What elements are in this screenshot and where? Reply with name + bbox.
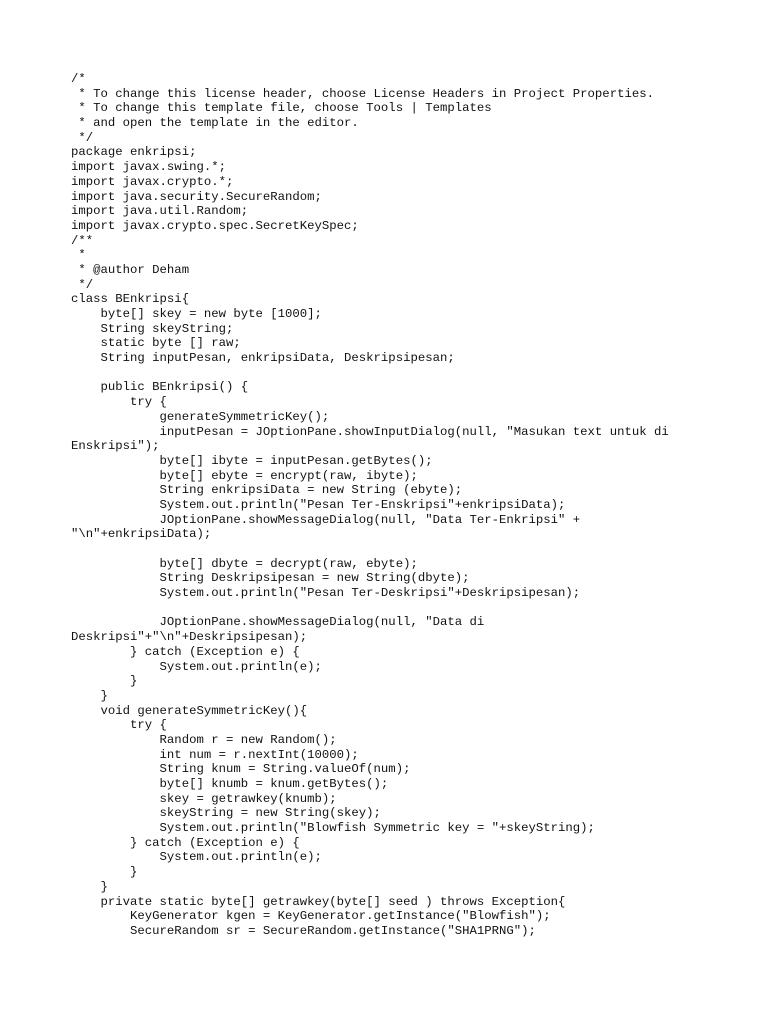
code-line: void generateSymmetricKey(){ [71,703,308,718]
code-line: String Deskripsipesan = new String(dbyte); [71,571,470,586]
code-line: byte[] knumb = knum.getBytes(); [71,777,389,791]
code-line: byte[] ebyte = encrypt(raw, ibyte); [71,468,418,483]
code-line: } catch (Exception e) { [71,835,300,850]
code-line: inputPesan = JOptionPane.showInputDialog(null, "Masukan text untuk di [71,424,669,439]
code-line: * @author Deham [71,262,190,277]
code-line: * and open the template in the editor. [71,116,359,131]
code-line: byte[] dbyte = decrypt(raw, ebyte); [71,556,418,571]
code-line: try { [71,718,167,733]
code-line: KeyGenerator kgen = KeyGenerator.getInstance("Blowfish"); [71,909,551,924]
code-line: package enkripsi; [71,145,197,160]
code-line: import javax.crypto.*; [71,174,234,189]
code-line: class BEnkripsi{ [71,292,190,307]
code-line: byte[] ibyte = inputPesan.getBytes(); [71,453,433,468]
code-line: * To change this license header, choose License Headers in Project Properties. [71,86,654,101]
code-line: byte[] skey = new byte [1000]; [71,307,322,321]
code-line: try { [71,395,167,410]
code-line: } [71,865,138,880]
code-line: import javax.crypto.spec.SecretKeySpec; [71,218,359,233]
code-line [71,366,711,381]
code-line: public BEnkripsi() { [71,380,249,395]
code-line [71,542,711,557]
code-line: } [71,674,138,689]
code-line: String enkripsiData = new String (ebyte); [71,483,463,498]
code-line: String skeyString; [71,321,234,336]
code-line: System.out.println("Pesan Ter-Deskripsi"+Deskripsipesan); [71,586,581,601]
code-line: skey = getrawkey(knumb); [71,791,337,806]
code-line: "\n"+enkripsiData); [71,527,212,542]
code-line: import java.util.Random; [71,204,249,219]
code-line: * To change this template file, choose Tools | Templates [71,101,492,116]
code-line: String inputPesan, enkripsiData, Deskripsipesan; [71,351,455,366]
code-line: SecureRandom sr = SecureRandom.getInstance("SHA1PRNG"); [71,923,536,938]
code-line: static byte [] raw; [71,336,241,351]
code-line: * [71,248,86,263]
code-line: */ [71,130,94,145]
code-line: import javax.swing.*; [71,160,226,175]
code-line: Deskripsi"+"\n"+Deskripsipesan); [71,630,308,645]
code-listing [71,72,711,939]
code-line: Enskripsi"); [71,439,160,454]
code-line: */ [71,277,94,292]
code-line: String knum = String.valueOf(num); [71,762,411,777]
code-line: } catch (Exception e) { [71,644,300,659]
code-line: skeyString = new String(skey); [71,806,381,821]
code-line: /* [71,72,86,86]
code-line: Random r = new Random(); [71,732,337,747]
code-line: } [71,688,108,703]
code-line: System.out.println(e); [71,659,322,674]
code-line: } [71,879,108,894]
code-line: System.out.println(e); [71,850,322,865]
code-line: JOptionPane.showMessageDialog(null, "Data di [71,615,485,630]
code-line: JOptionPane.showMessageDialog(null, "Data Ter-Enkripsi" + [71,512,581,527]
code-line: generateSymmetricKey(); [71,409,330,424]
code-line: /** [71,233,94,248]
code-line: int num = r.nextInt(10000); [71,747,359,762]
code-line: import java.security.SecureRandom; [71,189,322,204]
code-line: System.out.println("Pesan Ter-Enskripsi"+enkripsiData); [71,497,566,512]
code-line: private static byte[] getrawkey(byte[] seed ) throws Exception{ [71,894,566,909]
code-line: System.out.println("Blowfish Symmetric key = "+skeyString); [71,821,595,836]
code-line [71,601,711,616]
